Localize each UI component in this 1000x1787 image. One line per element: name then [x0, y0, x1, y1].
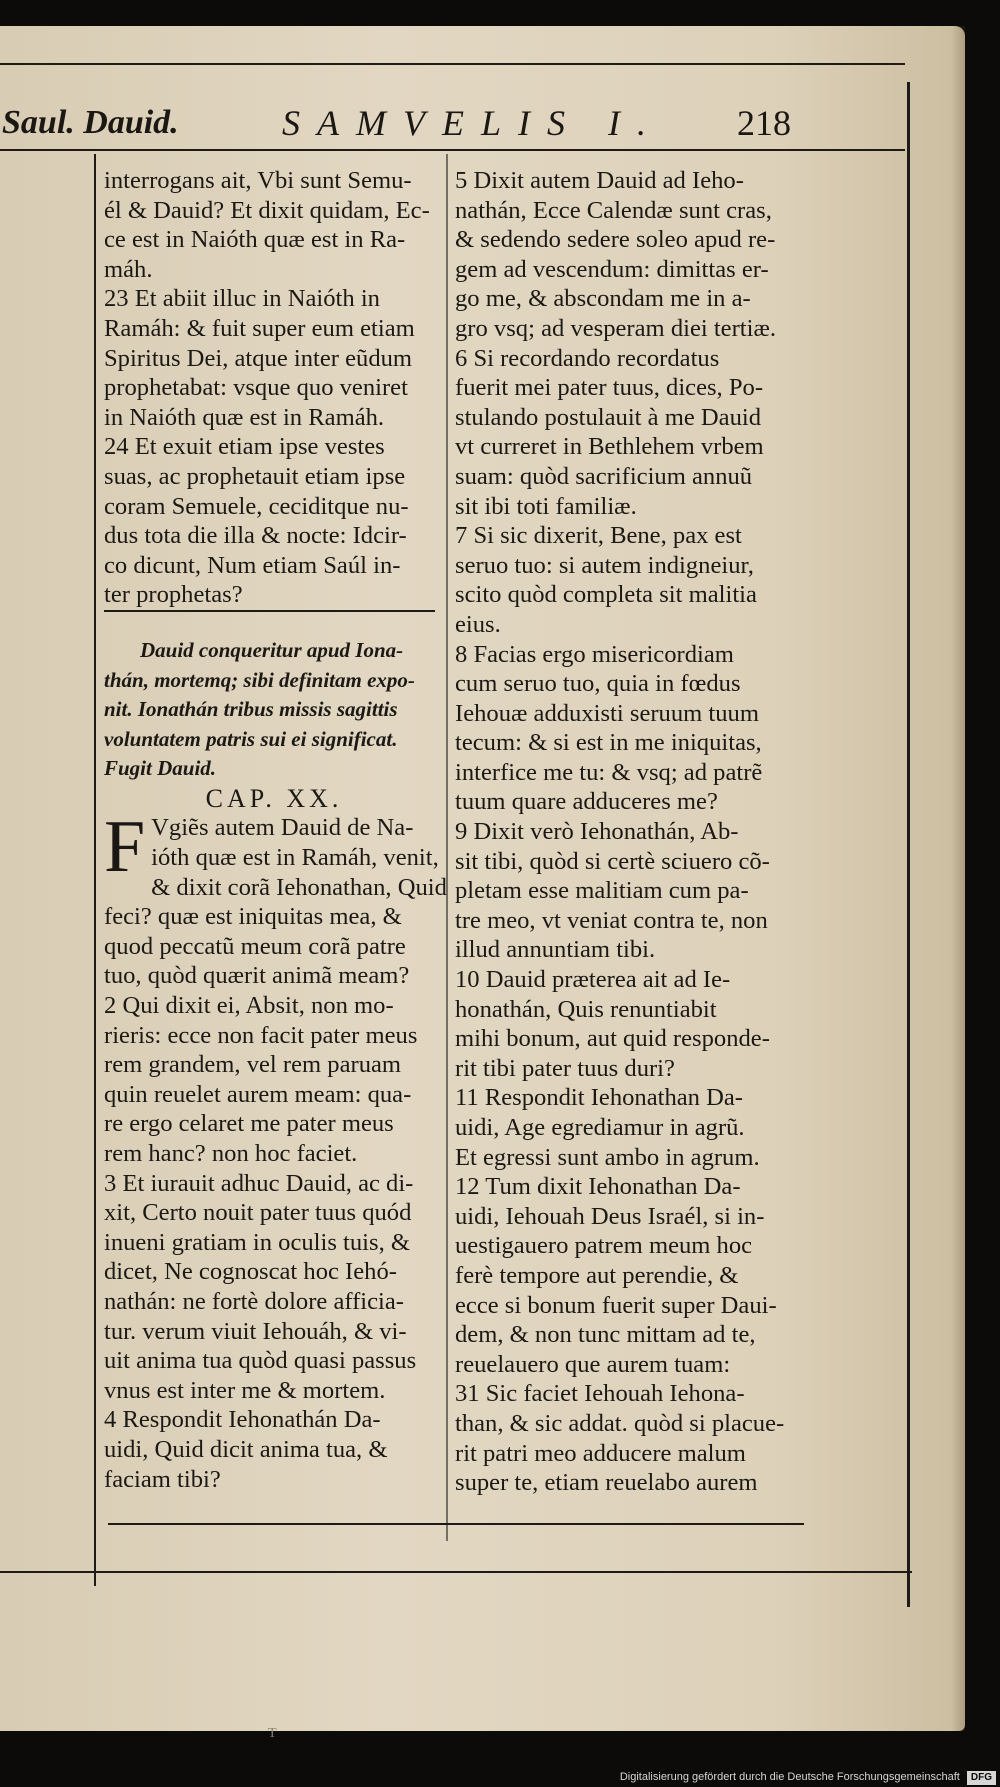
text-line: uidi, Age egrediamur in agrũ.: [455, 1114, 745, 1141]
left-column: [104, 166, 447, 1494]
right-frame-line: [907, 82, 910, 1607]
text-line: reuelauero que aurem tuam:: [455, 1350, 731, 1378]
digitization-credit: [556, 1767, 996, 1787]
text-line: 2 Qui dixit ei, Absit, non mo-: [104, 992, 394, 1020]
text-line: cum seruo tuo, quia in fœdus: [455, 670, 741, 698]
text-line: tecum: & si est in me iniquitas,: [455, 729, 762, 757]
text-line: tur. verum viuit Iehouáh, & vi-: [104, 1317, 407, 1345]
header-rule: [0, 149, 905, 151]
text-line: quin reuelet aurem meam: qua-: [104, 1080, 412, 1108]
text-line: uestigauero patrem meum hoc: [455, 1232, 753, 1260]
text-line: 6 Si recordando recordatus: [455, 344, 720, 372]
text-line: Spiritus Dei, atque inter eũdum: [104, 344, 413, 372]
text-line: vt curreret in Bethlehem vrbem: [455, 433, 764, 461]
left-column-top-text: [104, 166, 444, 610]
text-line: 4 Respondit Iehonathán Da-: [104, 1406, 381, 1434]
text-line: in Naióth quæ est in Ramáh.: [104, 403, 385, 431]
running-head-left: Saul. Dauid.: [2, 104, 179, 141]
text-line: interfice me tu: & vsq; ad patrẽ: [455, 758, 763, 786]
top-rule: [0, 63, 905, 65]
text-line: quod peccatũ meum corã patre: [104, 932, 406, 960]
text-line: ter prophetas?: [104, 581, 243, 609]
text-line: ecce si bonum fuerit super Daui-: [455, 1291, 777, 1319]
text-line: Et egressi sunt ambo in agrum.: [455, 1143, 760, 1171]
text-line: 10 Dauid præterea ait ad Ie-: [455, 966, 731, 994]
left-frame-line: [94, 154, 96, 1586]
text-line: 23 Et abiit illuc in Naióth in: [104, 285, 380, 313]
running-header: [0, 76, 965, 148]
page-edge-shadow: [951, 26, 965, 1731]
text-line: rit tibi pater tuus duri?: [455, 1054, 675, 1082]
text-line: 7 Si sic dixerit, Bene, pax est: [455, 522, 742, 550]
text-line: & sedendo sedere soleo apud re-: [455, 226, 776, 254]
summary-line: thán, mortemq; sibi definitam expo-: [104, 667, 415, 692]
text-line: dicet, Ne cognoscat hoc Iehó-: [104, 1258, 397, 1286]
summary-line: voluntatem patris sui ei significat.: [104, 726, 398, 751]
text-line: pletam esse malitiam cum pa-: [455, 877, 749, 905]
text-line: co dicunt, Num etiam Saúl in-: [104, 551, 401, 579]
summary-line: Fugit Dauid.: [104, 756, 217, 781]
text-line: 11 Respondit Iehonathan Da-: [455, 1084, 743, 1112]
text-line: 9 Dixit verò Iehonathán, Ab-: [455, 818, 739, 846]
text-line: seruo tuo: si autem indigneiur,: [455, 551, 754, 579]
text-line: Iehouæ adduxisti seruum tuum: [455, 699, 759, 727]
text-line: 5 Dixit autem Dauid ad Ieho-: [455, 167, 744, 194]
text-line: dus tota die illa & nocte: Idcir-: [104, 522, 407, 550]
text-line: 8 Facias ergo misericordiam: [455, 640, 734, 668]
text-line: xit, Certo nouit pater tuus quód: [104, 1199, 412, 1227]
chapter-heading: CAP. XX.: [205, 783, 343, 813]
text-line: Vgiẽs autem Dauid de Na-: [151, 814, 414, 842]
text-line: máh.: [104, 255, 153, 283]
text-line: ce est in Naióth quæ est in Ra-: [104, 226, 406, 254]
text-line: faciam tibi?: [104, 1465, 221, 1493]
text-line: & dixit corã Iehonathan, Quid: [151, 873, 447, 901]
text-line: suam: quòd sacrificium annuũ: [455, 462, 753, 490]
text-line: 31 Sic faciet Iehouah Iehona-: [455, 1380, 745, 1408]
text-line: re ergo celaret me pater meus: [104, 1110, 394, 1138]
text-line: suas, ac prophetauit etiam ipse: [104, 462, 406, 490]
text-line: go me, & abscondam me in a-: [455, 285, 751, 313]
text-line: eius.: [455, 610, 501, 638]
text-line: rem hanc? non hoc faciet.: [104, 1140, 358, 1167]
text-line: él & Dauid? Et dixit quidam, Ec-: [104, 196, 430, 224]
text-line: than, & sic addat. quòd si placue-: [455, 1409, 785, 1437]
text-line: tre meo, vt veniat contra te, non: [455, 906, 768, 934]
bottom-stamp-mark: T: [268, 1726, 277, 1741]
text-line: vnus est inter me & mortem.: [104, 1376, 386, 1404]
text-line: ferè tempore aut perendie, &: [455, 1261, 739, 1289]
text-line: fuerit mei pater tuus, dices, Po-: [455, 374, 764, 402]
text-line: 3 Et iurauit adhuc Dauid, ac di-: [104, 1169, 414, 1197]
text-line: inueni gratiam in oculis tuis, &: [104, 1228, 411, 1256]
text-line: uidi, Quid dicit anima tua, &: [104, 1435, 388, 1463]
text-line: illud annuntiam tibi.: [455, 936, 656, 964]
text-line: ióth quæ est in Ramáh, venit,: [151, 844, 439, 872]
text-line: rit patri meo adducere malum: [455, 1439, 746, 1467]
text-line: honathán, Quis renuntiabit: [455, 995, 717, 1023]
bottom-rule: [0, 1571, 912, 1573]
text-line: tuo, quòd quærit animã meam?: [104, 962, 410, 990]
text-line: sit ibi toti familiæ.: [455, 492, 637, 520]
text-line: feci? quæ est iniquitas mea, &: [104, 903, 402, 931]
text-line: gro vsq; ad vesperam diei tertiæ.: [455, 314, 777, 342]
page-number: 218: [737, 103, 791, 143]
text-line: uidi, Iehouah Deus Israél, si in-: [455, 1202, 765, 1230]
text-line: rem grandem, vel rem paruam: [104, 1051, 402, 1079]
text-line: scito quòd completa sit malitia: [455, 581, 757, 609]
text-line: Ramáh: & fuit super eum etiam: [104, 314, 415, 342]
column-divider: [446, 154, 448, 1541]
chapter-text: [104, 806, 447, 1494]
right-column: [455, 166, 805, 1498]
text-line: interrogans ait, Vbi sunt Semu-: [104, 167, 412, 194]
text-line: mihi bonum, aut quid responde-: [455, 1025, 770, 1053]
text-line: stulando postulauit à me Dauid: [455, 403, 762, 431]
text-line: sit tibi, quòd si certè sciuero cõ-: [455, 847, 770, 875]
text-line: tuum quare adduceres me?: [455, 788, 718, 816]
dfg-logo: DFG: [967, 1771, 996, 1785]
text-line: nathán, Ecce Calendæ sunt cras,: [455, 196, 772, 224]
text-line: 12 Tum dixit Iehonathan Da-: [455, 1173, 741, 1201]
summary-line: nit. Ionathán tribus missis sagittis: [104, 697, 398, 722]
text-line: dem, & non tunc mittam ad te,: [455, 1321, 756, 1349]
text-line: coram Semuele, ceciditque nu-: [104, 492, 409, 520]
text-line: nathán: ne fortè dolore afficia-: [104, 1287, 404, 1315]
text-line: uit anima tua quòd quasi passus: [104, 1347, 417, 1375]
text-line: 24 Et exuit etiam ipse vestes: [104, 433, 385, 461]
credit-text: Digitalisierung gefördert durch die Deutsche Forschungsgemeinschaft: [619, 1771, 960, 1783]
chapter-summary: [104, 624, 444, 784]
text-line: super te, etiam reuelabo aurem: [455, 1469, 758, 1497]
summary-line: Dauid conqueritur apud Iona-: [140, 637, 404, 662]
text-line: rieris: ecce non facit pater meus: [104, 1021, 418, 1049]
text-line: gem ad vescendum: dimittas er-: [455, 255, 769, 283]
dropcap-letter: F: [104, 806, 146, 889]
running-head-title: SAMVELIS I.: [282, 103, 663, 143]
scanned-page: [0, 26, 965, 1741]
column-bottom-rule: [108, 1523, 804, 1525]
text-line: prophetabat: vsque quo veniret: [104, 374, 408, 402]
